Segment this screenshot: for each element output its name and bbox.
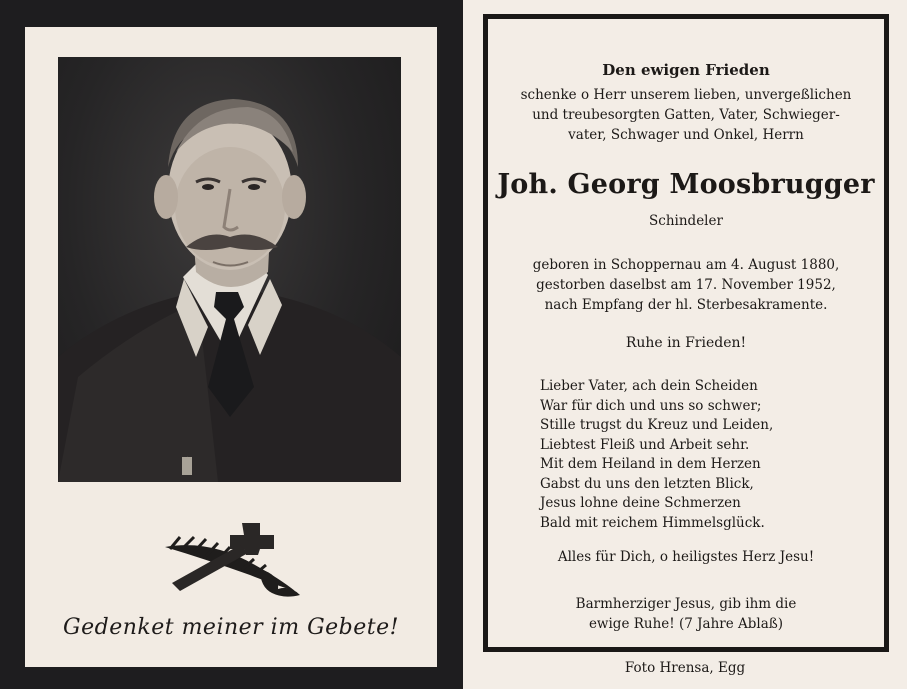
intro-line: vater, Schwager und Onkel, Herrn (568, 127, 804, 143)
intro-line: schenke o Herr unserem lieben, unvergeßlichen (520, 87, 852, 103)
photographer-credit: Foto Hrensa, Egg (624, 660, 746, 676)
left-caption: Gedenket meiner im Gebete! (63, 615, 399, 640)
poem-line: Lieber Vater, ach dein Scheiden (540, 378, 758, 394)
poem-line: Mit dem Heiland in dem Herzen (540, 456, 761, 472)
poem-line: Gabst du uns den letzten Blick, (540, 475, 754, 492)
poem-line: Bald mit reichem Himmelsglück. (540, 514, 765, 531)
life-line: geboren in Schoppernau am 4. August 1880, (532, 257, 840, 273)
heading: Den ewigen Frieden (602, 61, 770, 79)
right-card (463, 0, 907, 689)
prayer (488, 594, 884, 634)
memorial-text-frame (483, 14, 889, 652)
prayer-line: ewige Ruhe! (7 Jahre Ablaß) (588, 616, 784, 632)
portrait-photo (58, 57, 401, 482)
life-line: nach Empfang der hl. Sterbesakramente. (544, 297, 828, 313)
life-line: gestorben daselbst am 17. November 1952, (536, 277, 836, 293)
left-card-inner (25, 27, 437, 667)
palm-cross-emblem-icon (160, 519, 310, 599)
occupation: Schindeler (649, 213, 723, 229)
poem-line: Jesus lohne deine Schmerzen (540, 495, 741, 511)
poem-line: Stille trugst du Kreuz und Leiden, (540, 417, 774, 433)
intro-line: und treubesorgten Gatten, Vater, Schwieger- (532, 107, 840, 123)
poem-line: Liebtest Fleiß und Arbeit sehr. (540, 436, 750, 453)
sacred-heart-invocation: Alles für Dich, o heiligstes Herz Jesu! (557, 549, 815, 565)
portrait-icon (58, 57, 401, 482)
intro-text (488, 85, 884, 145)
deceased-name: Joh. Georg Moosbrugger (497, 169, 875, 200)
poem-line: War für dich und uns so schwer; (540, 397, 762, 414)
poem (540, 377, 840, 533)
life-dates (488, 255, 884, 315)
rest-in-peace: Ruhe in Frieden! (625, 335, 747, 351)
prayer-line: Barmherziger Jesus, gib ihm die (575, 596, 797, 612)
